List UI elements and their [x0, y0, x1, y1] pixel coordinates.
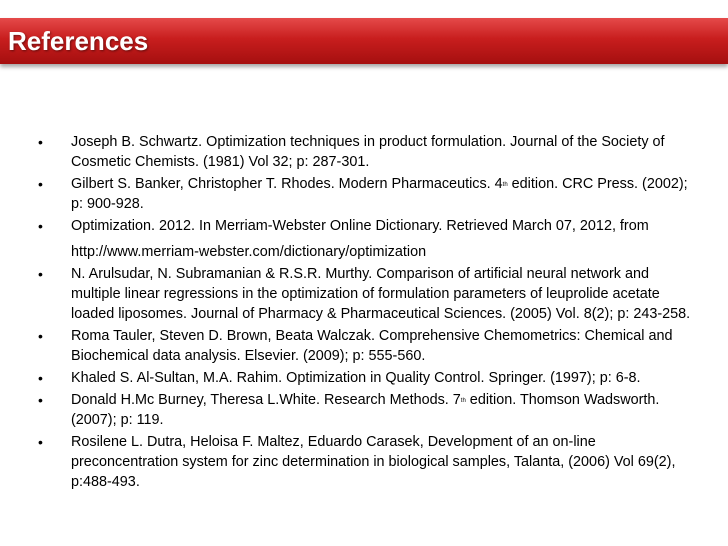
reference-text-continued: edition. Thomson Wadsworth. (2007); p: 119.: [71, 392, 660, 428]
reference-item-7: [38, 390, 698, 430]
bullet-icon: •: [38, 392, 43, 408]
bullet-icon: •: [38, 176, 43, 192]
title-bar: [0, 18, 728, 64]
reference-list: [38, 132, 698, 494]
reference-text: Roma Tauler, Steven D. Brown, Beata Walczak. Comprehensive Chemometrics: Chemical and Biochemical data analysis. Elsevier. (2009); p: 555-560.: [71, 328, 673, 364]
reference-text: Optimization. 2012. In Merriam-Webster Online Dictionary. Retrieved March 07, 2012, from: [71, 218, 649, 234]
reference-text: Joseph B. Schwartz. Optimization techniques in product formulation. Journal of the Society of Cosmetic Chemists. (1981) Vol 32; p: 287-301.: [71, 134, 665, 170]
bullet-icon: •: [38, 266, 43, 282]
bullet-icon: •: [38, 370, 43, 386]
reference-text: Khaled S. Al-Sultan, M.A. Rahim. Optimization in Quality Control. Springer. (1997); p: 6-8.: [71, 370, 641, 386]
edition-superscript: th: [460, 398, 466, 404]
reference-item-4: [38, 264, 698, 324]
reference-item-6: [38, 368, 698, 388]
reference-url: http://www.merriam-webster.com/dictionary/optimization: [71, 244, 427, 260]
bullet-icon: •: [38, 218, 43, 234]
reference-text: N. Arulsudar, N. Subramanian & R.S.R. Murthy. Comparison of artificial neural network and multiple linear regressions in the optimization of formulation parameters of leuprolide acetate loaded liposomes. Journal of Pharmacy & Pharmaceutical Sciences. (2005) Vol. 8(2); p: 243-258.: [71, 266, 691, 322]
slide-title: References: [8, 26, 149, 56]
bullet-icon: •: [38, 328, 43, 344]
reference-item-5: [38, 326, 698, 366]
reference-text: Gilbert S. Banker, Christopher T. Rhodes. Modern Pharmaceutics. 4: [71, 176, 503, 192]
reference-item-3: [38, 216, 698, 262]
reference-text: Rosilene L. Dutra, Heloisa F. Maltez, Eduardo Carasek, Development of an on-line preconcentration system for zinc determination in biological samples, Talanta, (2006) Vol 69(2), p:488-493.: [71, 434, 676, 490]
reference-text: Donald H.Mc Burney, Theresa L.White. Research Methods. 7: [71, 392, 461, 408]
reference-item-8: [38, 432, 698, 492]
reference-item-2: [38, 174, 698, 214]
edition-superscript: th: [502, 182, 508, 188]
reference-item-1: [38, 132, 698, 172]
bullet-icon: •: [38, 134, 43, 150]
reference-text-continued: edition. CRC Press. (2002); p: 900-928.: [71, 176, 688, 212]
bullet-icon: •: [38, 434, 43, 450]
